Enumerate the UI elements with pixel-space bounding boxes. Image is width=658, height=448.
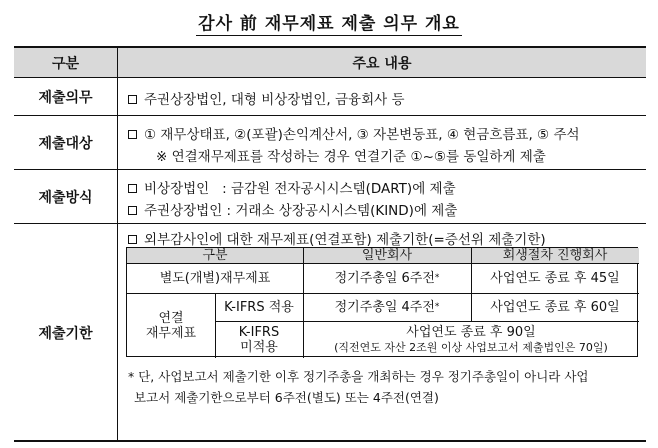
checkbox-icon [128, 235, 137, 244]
separate-general-text: 정기주총일 6주전 [334, 270, 435, 286]
grid-line [127, 263, 639, 264]
consolidated-label-line-2: 재무제표 [145, 325, 197, 341]
row-label-target: 제출대상 [14, 116, 118, 169]
target-text-1: ① 재무상태표, ②(포괄)손익계산서, ③ 자본변동표, ④ 현금흐름표, ⑤ 주석 [144, 127, 580, 143]
row-label-deadline: 제출기한 [14, 224, 118, 442]
target-line-2: ※ 연결재무제표를 작성하는 경우 연결기준 ①~⑤를 동일하게 제출 [156, 149, 546, 165]
checkbox-icon [128, 184, 137, 193]
target-line-1 [128, 123, 580, 143]
row-content-obligation [118, 78, 646, 115]
obligation-line [128, 88, 405, 108]
separate-fs-general [303, 263, 471, 293]
grid-line [471, 248, 472, 321]
method-text-1: 비상장법인 : 금감원 전자공시시스템(DART)에 제출 [144, 181, 456, 197]
page-title-text: 감사 前 재무제표 제출 의무 개요 [198, 14, 460, 34]
non-ifrs-value-text: 사업연도 종료 후 90일 [406, 324, 536, 340]
non-ifrs-label-line-1: K-IFRS [238, 324, 280, 340]
deadline-header-category: 구분 [202, 248, 228, 263]
method-line-2 [128, 199, 457, 219]
row-method [14, 170, 646, 224]
non-ifrs-label-line-2: 미적용 [240, 339, 278, 355]
row-target [14, 116, 646, 170]
row-content-deadline [118, 224, 646, 442]
deadline-text-1: 외부감사인에 대한 재무제표(연결포함) 제출기한(=증선위 제출기한) [144, 232, 546, 248]
consolidated-fs-label [127, 293, 215, 358]
footnote-line-2: 보고서 제출기한으로부터 6주전(별도) 또는 4주전(연결) [134, 390, 439, 405]
obligation-text: 주권상장법인, 대형 비상장법인, 금융회사 등 [144, 92, 405, 108]
checkbox-icon [128, 130, 137, 139]
footnote-mark: * [434, 272, 440, 283]
method-text-2: 주권상장법인 : 거래소 상장공시시스템(KIND)에 제출 [144, 203, 458, 219]
separate-fs-rehab: 사업연도 종료 후 45일 [490, 270, 620, 286]
page-title [0, 9, 658, 34]
ifrs-general-text: 정기주총일 4주전 [334, 299, 435, 315]
footnote-mark: * [434, 301, 440, 312]
row-deadline [14, 224, 646, 442]
grid-line [215, 321, 639, 322]
row-label-obligation: 제출의무 [14, 78, 118, 115]
non-ifrs-value [303, 321, 639, 358]
checkbox-icon [128, 206, 137, 215]
header-content: 주요 내용 [352, 55, 412, 72]
consolidated-label-line-1: 연결 [158, 310, 184, 326]
row-obligation [14, 78, 646, 116]
deadline-line-1 [128, 228, 546, 248]
ifrs-rehab: 사업연도 종료 후 60일 [490, 299, 620, 315]
deadline-header-general: 일반회사 [361, 248, 413, 263]
footnote-line-1: * 단, 사업보고서 제출기한 이후 정기주총을 개최하는 경우 정기주총일이 아니라 사업 [128, 369, 589, 384]
method-line-1 [128, 177, 456, 197]
deadline-footnote [128, 366, 638, 408]
grid-line [215, 293, 216, 358]
separate-fs-label: 별도(개별)재무제표 [159, 270, 271, 286]
ifrs-general [303, 293, 471, 321]
grid-line [127, 293, 639, 294]
table-header-row [14, 48, 646, 78]
overview-table [14, 46, 646, 442]
deadline-table [126, 247, 638, 357]
grid-line [303, 248, 304, 358]
non-ifrs-note: (직전연도 자산 2조원 이상 사업보고서 제출법인은 70일) [334, 340, 608, 354]
non-ifrs-label [215, 321, 303, 358]
checkbox-icon [128, 95, 137, 104]
deadline-header-rehab: 회생절차 진행회사 [502, 248, 608, 263]
row-label-method: 제출방식 [14, 170, 118, 223]
row-content-target [118, 116, 646, 169]
ifrs-label: K-IFRS 적용 [224, 299, 294, 315]
header-category: 구분 [14, 48, 118, 77]
row-content-method [118, 170, 646, 223]
